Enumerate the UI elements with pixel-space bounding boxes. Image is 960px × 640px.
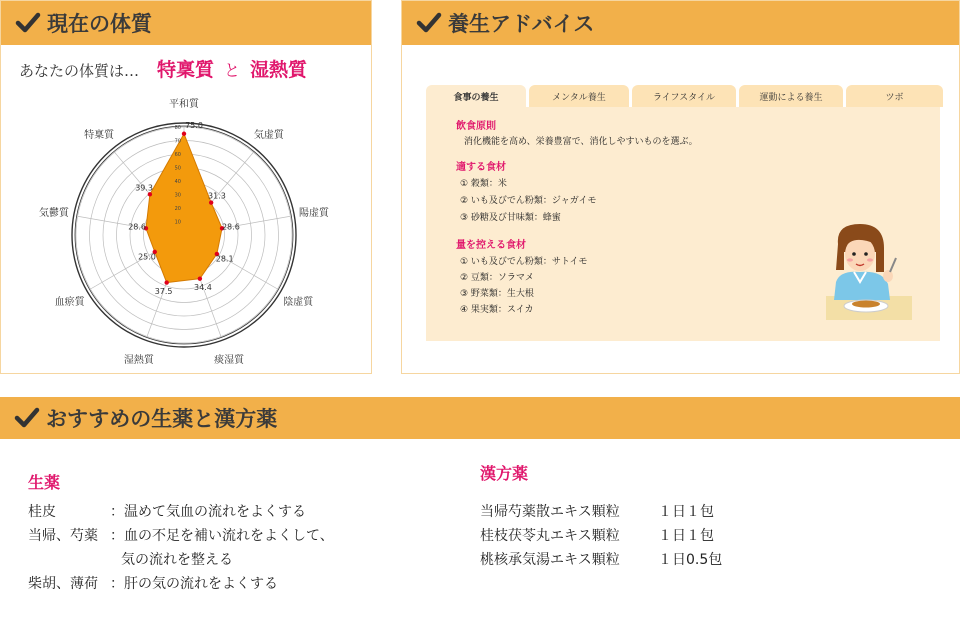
check-icon <box>15 12 41 34</box>
result-prefix: あなたの体質は… <box>19 62 140 80</box>
kampo-name: 桂枝茯苓丸エキス顆粒 <box>480 528 620 544</box>
radar-tick-label: 60 <box>174 152 181 158</box>
crude-name: 柴胡、薄荷 <box>28 576 98 592</box>
constitution-result <box>19 55 307 82</box>
tab-mental[interactable]: メンタル養生 <box>529 85 629 107</box>
crude-name: 桂皮 <box>28 504 56 520</box>
radar-point <box>209 200 213 204</box>
radar-chart <box>1 91 373 373</box>
constitution-type-b: 湿熱質 <box>250 59 308 81</box>
principle-text: 消化機能を高め、栄養豊富で、消化しやすいものを選ぶ。 <box>464 137 698 147</box>
radar-value-label: 34.4 <box>194 283 212 293</box>
limit-heading: 量を控える食材 <box>456 240 526 251</box>
limit-item: ① いも及びでん粉類：サトイモ <box>460 257 588 267</box>
suitable-heading: 適する食材 <box>456 162 506 173</box>
crude-heading: 生薬 <box>28 473 61 492</box>
kampo-dose: １日１包 <box>658 528 714 544</box>
kampo-name: 当帰芍薬散エキス顆粒 <box>480 504 620 520</box>
crude-name: 当帰、芍薬 <box>28 528 98 544</box>
radar-axis-label: 気虚質 <box>253 129 284 141</box>
herbs-title: おすすめの生薬と漢方薬 <box>46 407 278 431</box>
kampo-dose: １日１包 <box>658 504 714 520</box>
check-icon <box>14 407 40 429</box>
check-icon <box>416 12 442 34</box>
radar-axis-label: 陰虚質 <box>283 297 314 308</box>
suitable-item: ① 穀類：米 <box>460 179 507 189</box>
radar-value-label: 28.1 <box>215 254 234 264</box>
radar-value-label: 31.3 <box>208 191 226 201</box>
radar-point <box>148 192 152 196</box>
crude-desc: ：肝の気の流れをよくする <box>110 576 278 592</box>
radar-point <box>164 280 168 284</box>
herbs-panel <box>0 397 960 640</box>
crude-desc: ：血の不足を補い流れをよくして、 <box>110 528 334 544</box>
girl-eating-illustration <box>826 222 912 322</box>
radar-tick-label: 10 <box>174 219 181 226</box>
principle-heading: 飲食原則 <box>456 121 496 132</box>
constitution-panel <box>0 0 372 374</box>
advice-title: 養生アドバイス <box>448 12 595 36</box>
suitable-item: ③ 砂糖及び甘味類：蜂蜜 <box>460 213 561 223</box>
limit-item: ② 豆類：ソラマメ <box>460 273 534 283</box>
radar-value-label: 28.6 <box>128 222 147 232</box>
radar-tick-label: 30 <box>174 192 181 199</box>
radar-area <box>146 134 222 283</box>
radar-value-label: 37.5 <box>154 287 173 297</box>
radar-tick-label: 50 <box>174 165 181 172</box>
radar-value-label: 28.6 <box>221 222 240 232</box>
crude-desc: ：温めて気血の流れをよくする <box>110 504 306 520</box>
tab-acupoints[interactable]: ツボ <box>846 85 943 107</box>
tab-exercise[interactable]: 運動による養生 <box>739 85 843 107</box>
constitution-title: 現在の体質 <box>47 12 152 36</box>
tab-diet[interactable]: 食事の養生 <box>426 85 526 107</box>
radar-tick-label: 20 <box>174 206 181 212</box>
limit-item: ④ 果実類：スイカ <box>460 305 534 315</box>
advice-tabs <box>426 85 940 107</box>
herbs-header <box>0 397 960 439</box>
radar-axis-label: 気鬱質 <box>39 208 70 220</box>
constitution-conjunction: と <box>224 61 241 80</box>
radar-axis-label: 陽虚質 <box>298 208 329 220</box>
radar-tick-label: 70 <box>174 138 181 145</box>
tab-lifestyle[interactable]: ライフスタイル <box>632 85 736 107</box>
radar-axis-label: 湿熱質 <box>123 355 154 367</box>
radar-value-label: 39.3 <box>135 183 154 193</box>
radar-point <box>182 132 186 136</box>
kampo-heading: 漢方薬 <box>480 464 529 483</box>
radar-tick-label: 40 <box>174 179 181 185</box>
radar-axis-label: 平和質 <box>169 99 199 110</box>
kampo-dose: １日0.5包 <box>658 552 723 568</box>
radar-tick-label: 80 <box>174 125 181 131</box>
radar-axis-label: 特稟質 <box>84 129 115 141</box>
radar-axis-label: 血瘀質 <box>54 297 85 308</box>
crude-desc-cont: 気の流れを整える <box>121 552 233 568</box>
radar-value-label: 25.0 <box>138 252 156 262</box>
radar-point <box>198 276 202 280</box>
kampo-name: 桃核承気湯エキス顆粒 <box>480 552 620 568</box>
advice-header <box>402 1 959 45</box>
limit-item: ③ 野菜類：生大根 <box>460 289 534 299</box>
constitution-header <box>1 1 371 45</box>
radar-axis-label: 痰湿質 <box>214 355 245 367</box>
constitution-type-a: 特稟質 <box>157 59 215 81</box>
radar-value-label: 75.0 <box>185 120 203 130</box>
suitable-item: ② いも及びでん粉類：ジャガイモ <box>460 196 597 206</box>
